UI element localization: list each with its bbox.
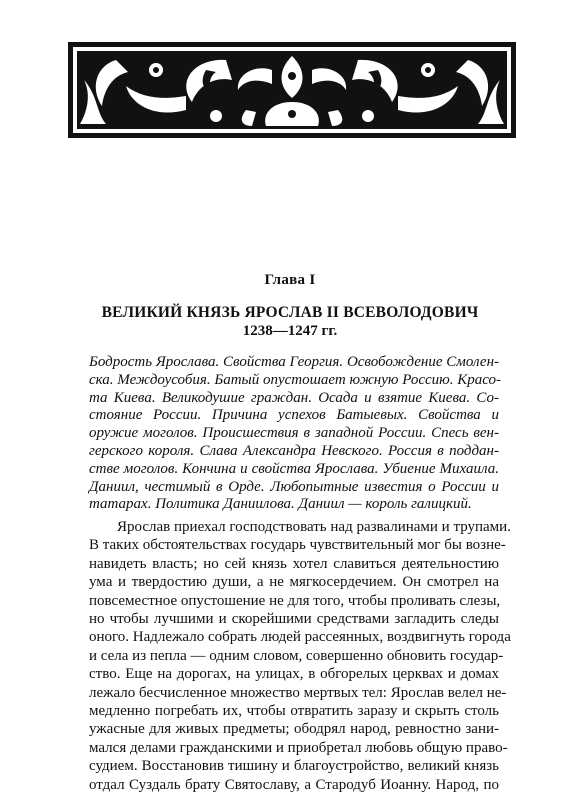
body-line: навидеть власть; но сей князь хотел славиться деятельностию xyxy=(89,555,499,572)
body-line: и села из пепла — одним словом, совершенно обновить государ- xyxy=(89,647,504,664)
chapter-years: 1238—1247 гг. xyxy=(242,323,338,339)
summary-line: стве моголов. Кончина и свойства Ярослава. Убиение Михаила. xyxy=(89,460,499,477)
body-line: оного. Надлежало собрать людей рассеянных, воздвигнуть города xyxy=(89,629,511,646)
body-line: судием. Восстановив тишину и благоустройство, великий князь xyxy=(89,758,499,775)
body-line: Ярослав приехал господствовать над развалинами и трупами. xyxy=(117,519,511,535)
summary-line: Даниил, честимый в Орде. Любопытные известия о России и xyxy=(89,478,499,495)
body-line: В таких обстоятельствах государь чувствительный мог бы возне- xyxy=(89,537,506,554)
body-line: лежало бесчисленное множество мертвых тел: Ярослав велел не- xyxy=(89,684,507,701)
body-line: повсеместное опустошение не для того, чтобы проливать слезы, xyxy=(89,592,501,609)
body-line: ужасные для живых предметы; ободрял народ, ревностно зани- xyxy=(89,721,499,738)
summary-line: Бодрость Ярослава. Свойства Георгия. Освобождение Смолен- xyxy=(89,354,499,370)
summary-line: стояние России. Причина успехов Батыевых. Свойства и xyxy=(89,407,499,424)
body-line: мался делами гражданскими и приобретал любовь общую право- xyxy=(89,739,508,756)
body-line: медленно погребать их, чтобы отвратить заразу и скрыть столь xyxy=(89,703,499,720)
summary-line: ска. Междоусобия. Батый опустошает южную Россию. Красо- xyxy=(89,371,501,388)
body-line: ума и твердостию души, а не мягкосердечием. Он смотрел на xyxy=(89,574,499,591)
summary-line: герского короля. Слава Александра Невского. Россия в поддан- xyxy=(89,442,499,459)
body-line: отдал Суздаль брату Святославу, а Стародуб Иоанну. Народ, по xyxy=(89,776,499,793)
chapter-label: Глава I xyxy=(264,272,316,288)
summary-line: оружие моголов. Происшествия в западной России. Спесь вен- xyxy=(89,425,499,442)
summary-line: та Киева. Великодушие граждан. Осада и взятие Киева. Со- xyxy=(89,389,499,406)
body-line: ство. Еще на дорогах, на улицах, в обгорелых церквах и домах xyxy=(89,666,499,683)
ornamental-headpiece xyxy=(66,40,518,140)
chapter-summary xyxy=(89,354,499,514)
body-line: но чтобы лучшими и скорейшими средствами загладить следы xyxy=(89,611,499,628)
summary-line: татарах. Политика Даниилова. Даниил — король галицкий. xyxy=(89,496,472,513)
chapter-title: ВЕЛИКИЙ КНЯЗЬ ЯРОСЛАВ II ВСЕВОЛОДОВИЧ xyxy=(101,304,479,321)
body-paragraph xyxy=(89,518,511,794)
